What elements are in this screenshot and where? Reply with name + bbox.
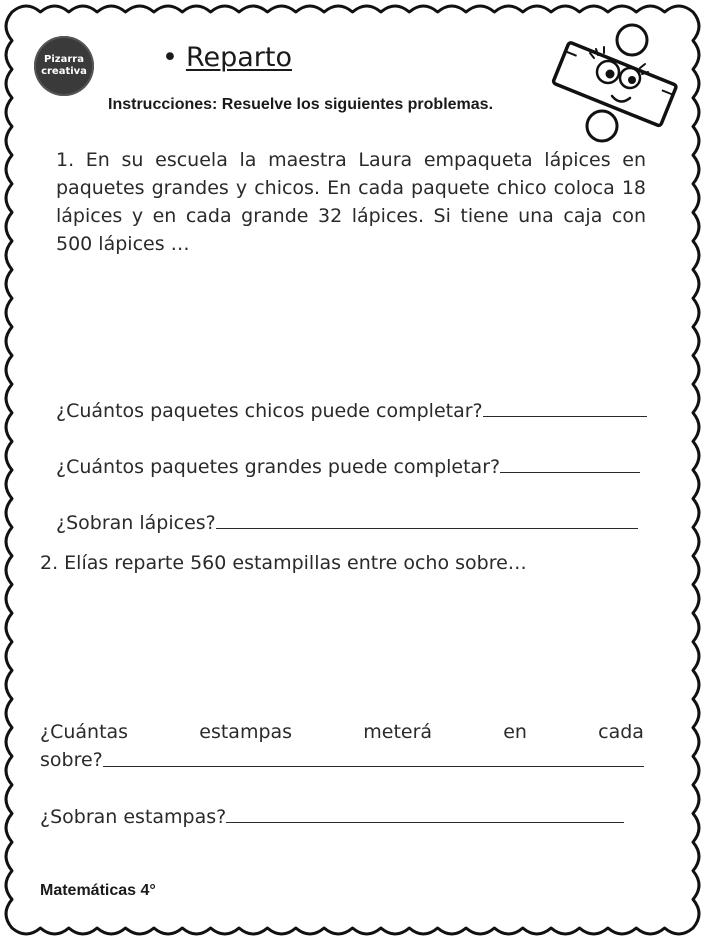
problem1-text: 1. En su escuela la maestra Laura empaqueta lápices en paquetes grandes y chicos. En cada paquete chico coloca 18 lápices y en cada grande 32 lápices. Si tiene una caja con 500 lápices … [56, 149, 646, 255]
answer-blank-1[interactable] [483, 396, 647, 417]
problem1-question2 [56, 452, 640, 481]
answer-blank-5[interactable] [226, 802, 624, 823]
q-word-3: meterá [363, 721, 433, 743]
logo-line2: creativa [41, 66, 87, 77]
title-text: Reparto [185, 42, 292, 73]
title-bullet: • [162, 42, 178, 73]
logo-line1: Pizarra [44, 54, 84, 65]
problem2-question1-row [40, 718, 644, 746]
problem2-text: 2. Elías reparte 560 estampillas entre ocho sobre… [40, 552, 527, 574]
answer-blank-3[interactable] [216, 508, 638, 529]
problem1-question1-label: ¿Cuántos paquetes chicos puede completar? [56, 400, 483, 422]
page-title [162, 42, 292, 73]
answer-blank-4[interactable] [103, 746, 644, 767]
q-word-4: en [503, 721, 527, 743]
footer-subject: Matemáticas 4° [40, 882, 156, 899]
pizarra-creativa-logo [34, 36, 94, 96]
problem2-question1-row2 [40, 746, 644, 774]
answer-blank-2[interactable] [500, 452, 640, 473]
instructions: Instrucciones: Resuelve los siguientes problemas. [108, 96, 494, 113]
ruler-mascot-icon [550, 18, 680, 146]
problem1-question3 [56, 508, 638, 537]
q-word-5: cada [598, 721, 644, 743]
problem2-question2-label: ¿Sobran estampas? [40, 806, 227, 828]
q-word-end: sobre? [40, 749, 103, 771]
problem1-question3-label: ¿Sobran lápices? [56, 512, 216, 534]
problem1-question1 [56, 396, 647, 425]
q-word-1: ¿Cuántas [40, 721, 129, 743]
problem2-question1 [40, 718, 644, 774]
problem1-question2-label: ¿Cuántos paquetes grandes puede completar? [56, 456, 501, 478]
q-word-2: estampas [199, 721, 293, 743]
problem2-question2 [40, 802, 624, 831]
